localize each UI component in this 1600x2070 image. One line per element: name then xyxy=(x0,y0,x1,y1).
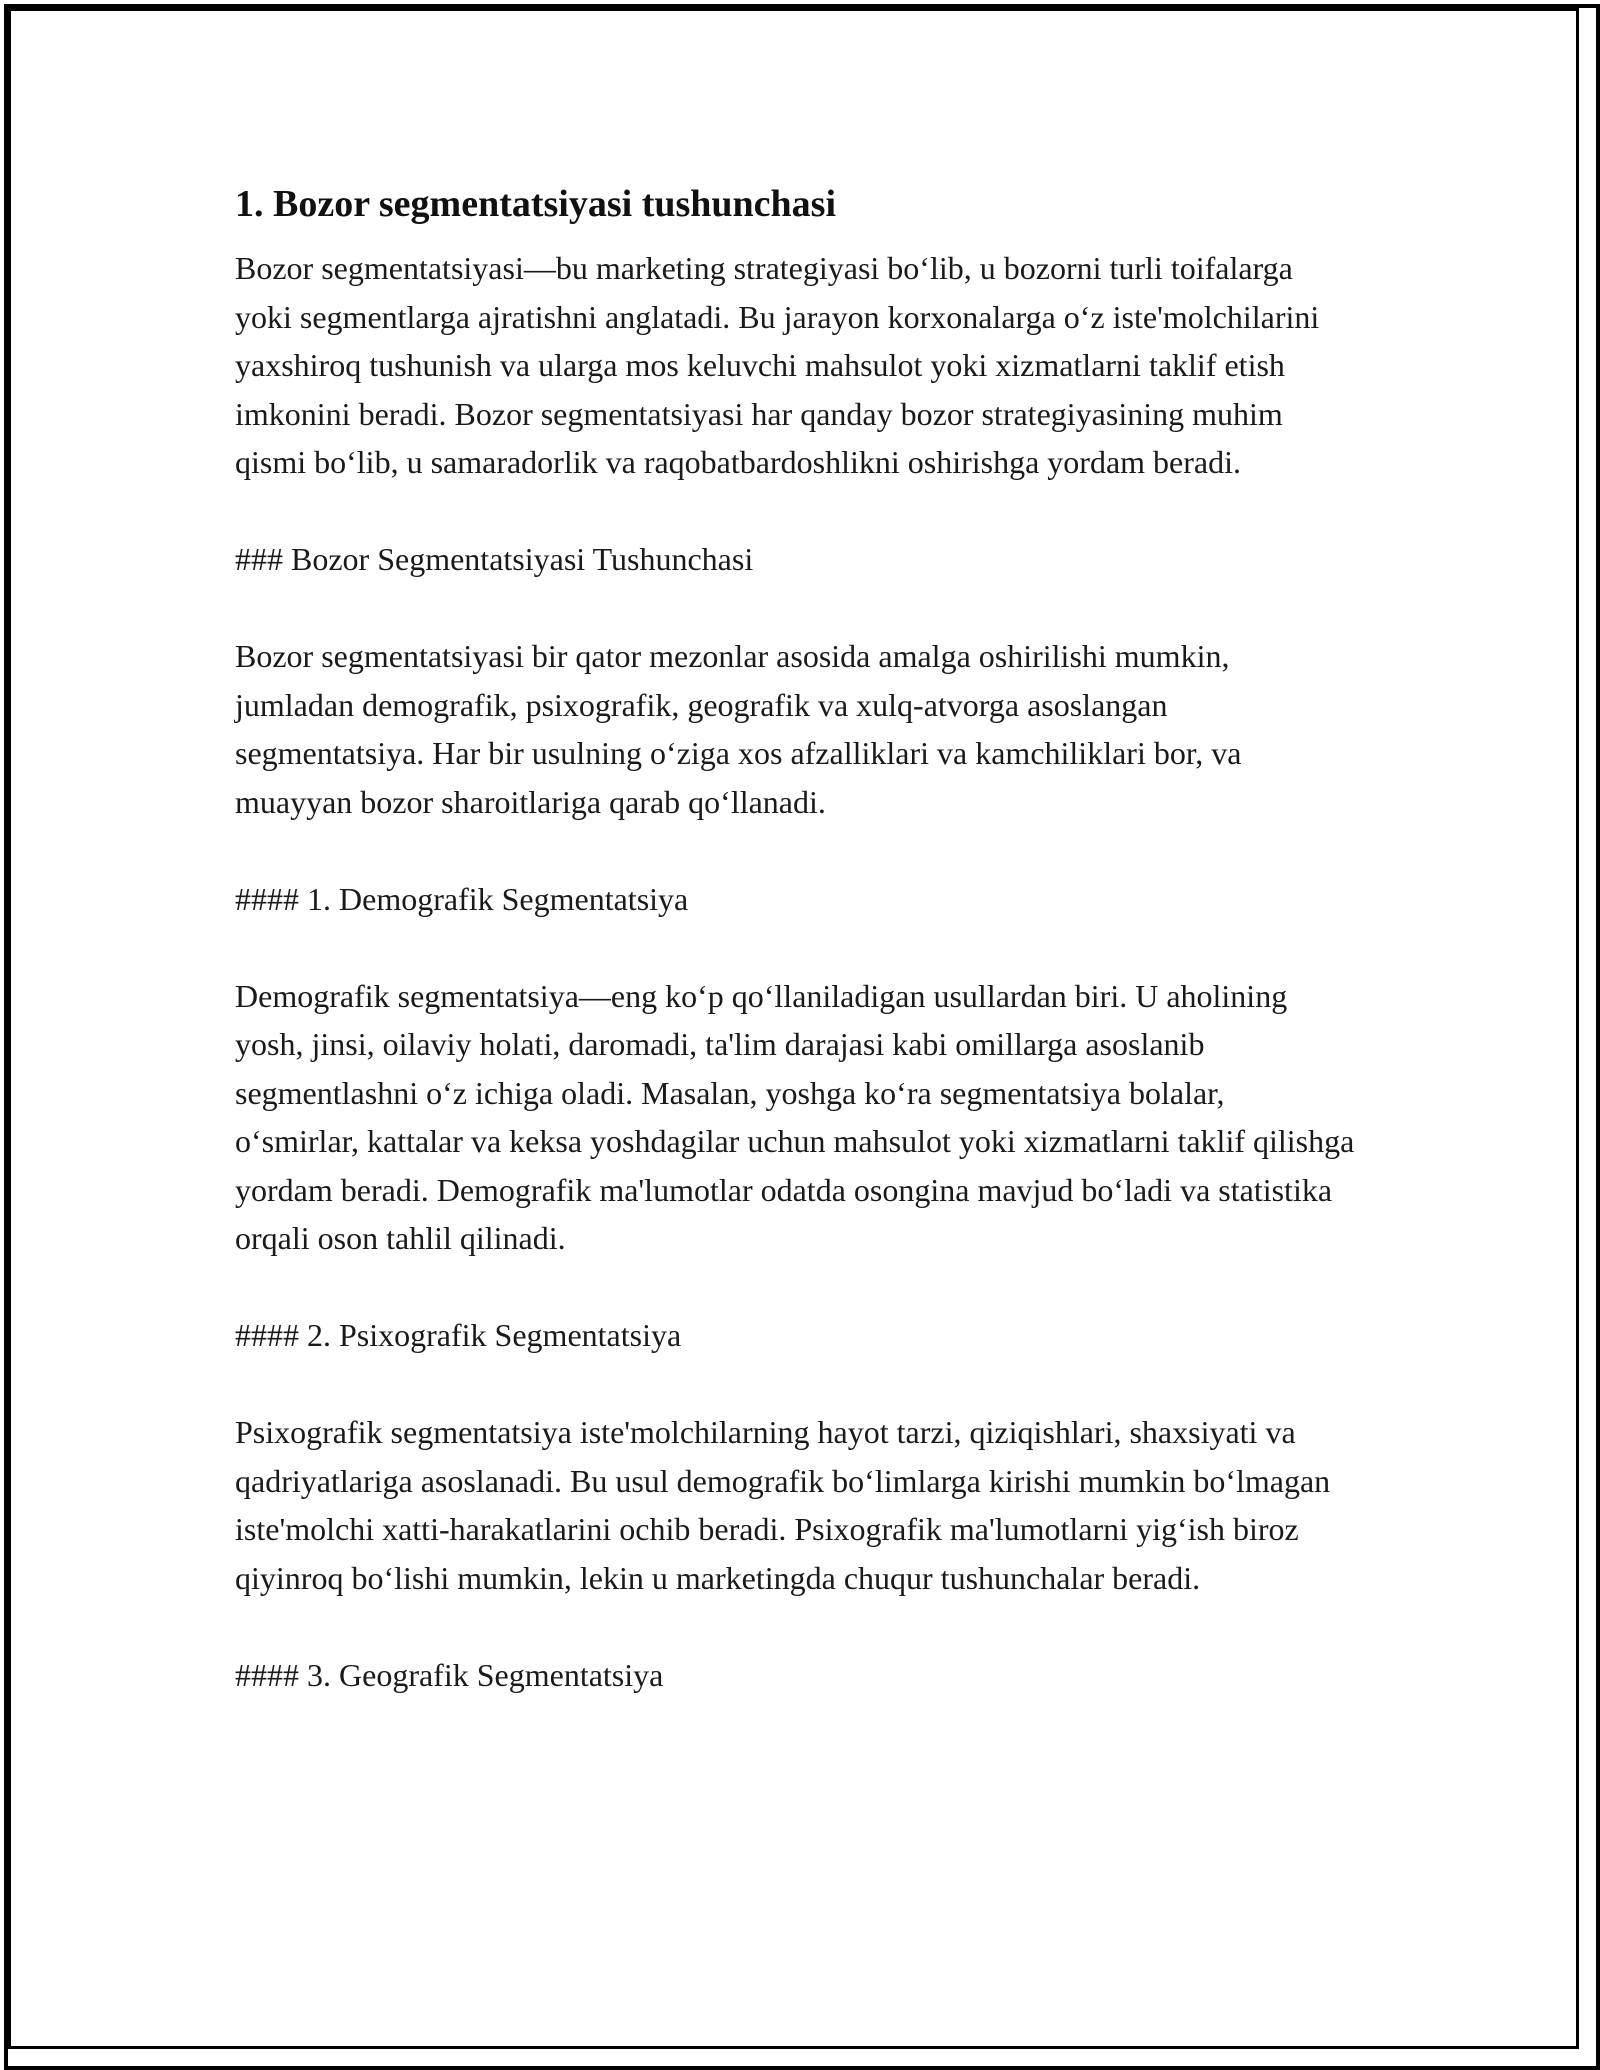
paragraph-psychographic: Psixografik segmentatsiya iste'molchilarning hayot tarzi, qiziqishlari, shaxsiyati va qadriyatlariga asoslanadi. Bu usul demografik bo‘limlarga kirishi mumkin bo‘lmagan iste'molchi xatti-harakatlarini ochib beradi. Psixografik ma'lumotlarni yig‘ish biroz qiyinroq bo‘lishi mumkin, lekin u marketingda chuqur tushunchalar beradi. xyxy=(235,1414,1331,1596)
section-heading: ### Bozor Segmentatsiyasi Tushunchasi xyxy=(235,541,754,577)
subsection-heading-psychographic: #### 2. Psixografik Segmentatsiya xyxy=(235,1317,682,1353)
document-body xyxy=(235,178,1355,1699)
paragraph-criteria: Bozor segmentatsiyasi bir qator mezonlar asosida amalga oshirilishi mumkin, jumladan demografik, psixografik, geografik va xulq-atvorga asoslangan segmentatsiya. Har bir usulning o‘ziga xos afzalliklari va kamchiliklari bor, va muayyan bozor sharoitlariga qarab qo‘llanadi. xyxy=(235,638,1242,820)
document-title: 1. Bozor segmentatsiyasi tushunchasi xyxy=(235,183,837,225)
subsection-heading-geographic: #### 3. Geografik Segmentatsiya xyxy=(235,1656,664,1693)
subsection-heading-demographic: #### 1. Demografik Segmentatsiya xyxy=(235,880,689,917)
paragraph-intro: Bozor segmentatsiyasi—bu marketing strategiyasi bo‘lib, u bozorni turli toifalarga yoki segmentlarga ajratishni anglatadi. Bu jarayon korxonalarga o‘z iste'molchilarini yaxshiroq tushunish va ularga mos keluvchi mahsulot yoki xizmatlarni taklif etish imkonini beradi. Bozor segmentatsiyasi har qanday bozor strategiyasining muhim qismi bo‘lib, u samaradorlik va raqobatbardoshlikni oshirishga yordam beradi. xyxy=(235,250,1320,480)
paragraph-demographic: Demografik segmentatsiya—eng ko‘p qo‘llaniladigan usullardan biri. U aholining yosh, jinsi, oilaviy holati, daromadi, ta'lim darajasi kabi omillarga asoslanib segmentlashni o‘z ichiga oladi. Masalan, yoshga ko‘ra segmentatsiya bolalar, o‘smirlar, kattalar va keksa yoshdagilar uchun mahsulot yoki xizmatlarni taklif qilishga yordam beradi. Demografik ma'lumotlar odatda osongina mavjud bo‘ladi va statistika orqali oson tahlil qilinadi. xyxy=(235,977,1355,1256)
